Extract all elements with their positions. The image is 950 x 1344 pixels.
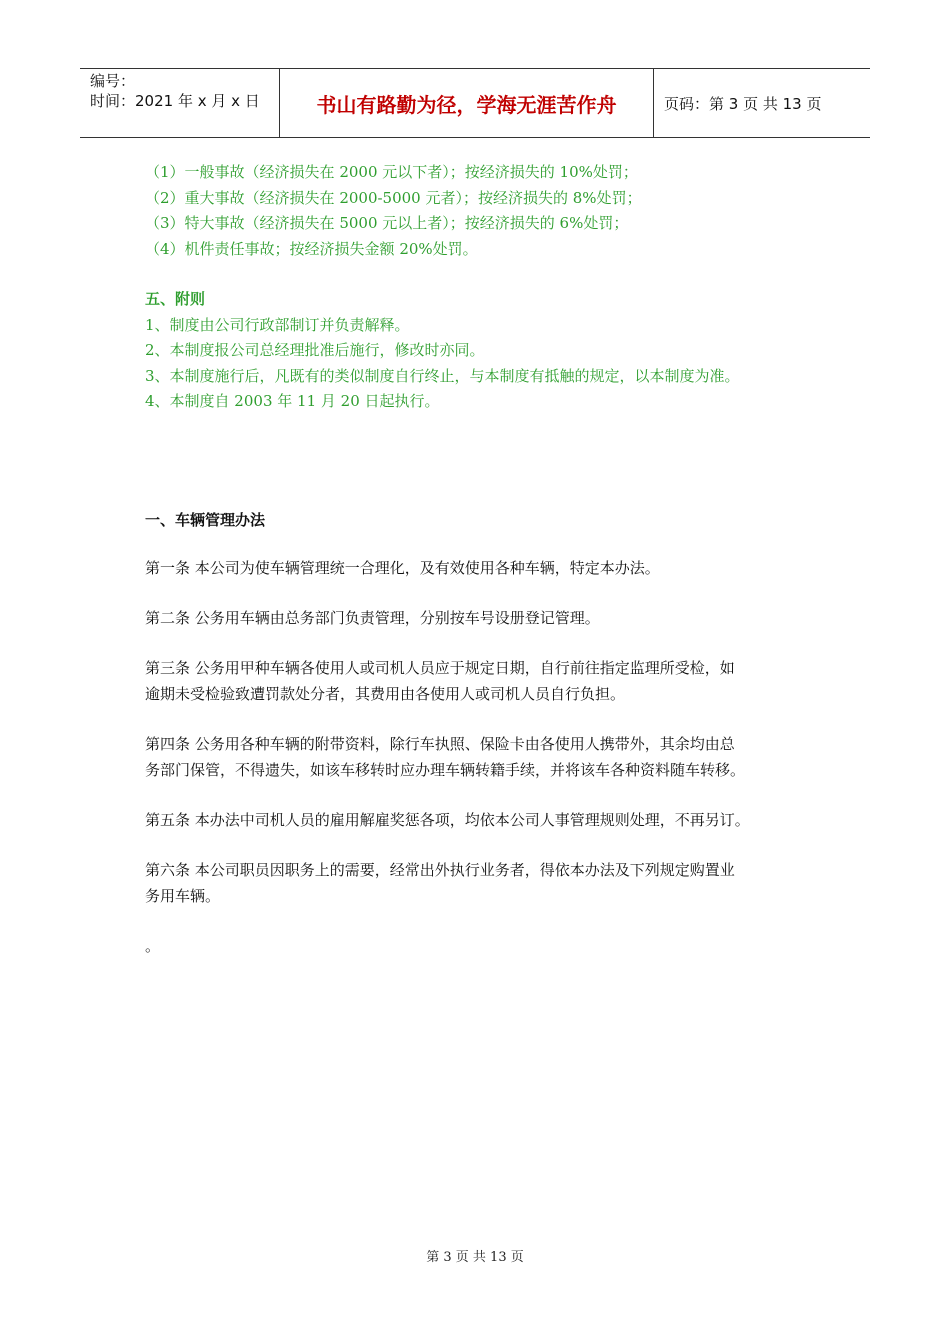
penalty-item: （1）一般事故（经济损失在 2000 元以下者）；按经济损失的 10%处罚； [145, 163, 638, 181]
header-page-number: 页码：第 3 页 共 13 页 [664, 94, 822, 113]
article-line: 务用车辆。 [145, 887, 221, 905]
page-header [80, 68, 870, 138]
section-title: 一、车辆管理办法 [145, 511, 266, 529]
document-date: 时间：2021 年 x 月 x 日 [90, 92, 260, 110]
article-line: 务部门保管，不得遗失，如该车移转时应办理车辆转籍手续，并将该车各种资料随车转移。 [145, 761, 746, 779]
page-footer: 第 3 页 共 13 页 [426, 1250, 524, 1265]
header-motto: 书山有路勤为径，学海无涯苦作舟 [280, 69, 654, 137]
appendix-item: 2、本制度报公司总经理批准后施行，修改时亦同。 [145, 341, 485, 359]
article-6 [145, 857, 825, 909]
penalty-item: （3）特大事故（经济损失在 5000 元以上者）；按经济损失的 6%处罚； [145, 214, 629, 232]
article-2 [145, 605, 825, 631]
document-body [145, 160, 825, 955]
article-4 [145, 731, 825, 783]
article-line: 第六条 本公司职员因职务上的需要，经常出外执行业务者，得依本办法及下列规定购置业 [145, 861, 735, 879]
appendix-item: 4、本制度自 2003 年 11 月 20 日起执行。 [145, 392, 440, 410]
article-1 [145, 555, 825, 581]
appendix-title: 五、附则 [145, 290, 206, 308]
appendix-item: 1、制度由公司行政部制订并负责解释。 [145, 315, 410, 334]
article-line: 第三条 公务用甲种车辆各使用人或司机人员应于规定日期，自行前往指定监理所受检，如 [145, 659, 735, 677]
article-3 [145, 655, 825, 707]
article-5 [145, 807, 825, 833]
article-line: 第二条 公务用车辆由总务部门负责管理，分别按车号设册登记管理。 [145, 609, 600, 627]
article-line: 第一条 本公司为使车辆管理统一合理化，及有效使用各种车辆，特定本办法。 [145, 559, 660, 577]
article-line: 第五条 本办法中司机人员的雇用解雇奖惩各项，均依本公司人事管理规则处理，不再另订。 [145, 811, 750, 829]
appendix [145, 287, 825, 415]
appendix-item: 3、本制度施行后，凡既有的类似制度自行终止，与本制度有抵触的规定，以本制度为准。 [145, 366, 740, 385]
vehicle-section [145, 507, 825, 959]
trailing-mark: 。 [145, 937, 161, 955]
header-meta [80, 69, 280, 137]
penalty-list [145, 160, 825, 262]
article-line: 第四条 公务用各种车辆的附带资料，除行车执照、保险卡由各使用人携带外，其余均由总 [145, 735, 735, 753]
penalty-item: （4）机件责任事故；按经济损失金额 20%处罚。 [145, 239, 478, 258]
article-line: 逾期未受检验致遭罚款处分者，其费用由各使用人或司机人员自行负担。 [145, 685, 626, 703]
document-number: 编号： [90, 72, 136, 90]
penalty-item: （2）重大事故（经济损失在 2000-5000 元者）；按经济损失的 8%处罚； [145, 188, 642, 207]
